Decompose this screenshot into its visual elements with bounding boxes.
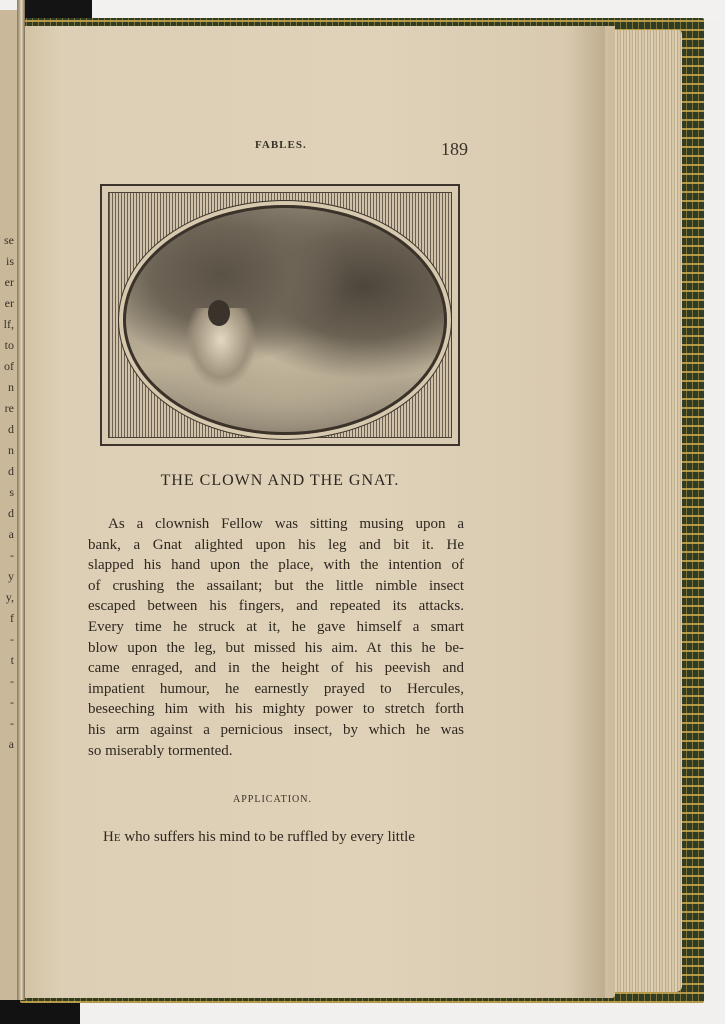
illustration-frame	[108, 192, 452, 438]
page-shadow	[565, 26, 605, 998]
background-dark-bottom	[0, 1000, 80, 1024]
application-text-rest: who suffers his mind to be ruffled by every little	[120, 829, 415, 845]
fragment: re	[4, 401, 14, 415]
fragment: er	[4, 296, 14, 310]
body-line: Every time he struck at it, he gave himself a smart	[88, 618, 464, 635]
body-line: impatient humour, he earnestly prayed to Hercules,	[88, 680, 464, 697]
body-line: escaped between his fingers, and repeated its attacks.	[88, 598, 464, 615]
fable-body	[88, 514, 464, 761]
body-line: slapped his hand upon the place, with the intention of	[88, 557, 464, 574]
fragment: lf,	[3, 317, 14, 331]
fragment: a	[8, 737, 14, 751]
fragment: a	[8, 527, 14, 541]
fragment: n	[8, 443, 14, 457]
application-initial: He	[103, 829, 121, 845]
fragment: er	[4, 275, 14, 289]
fragment: -	[10, 695, 14, 709]
body-line: came enraged, and in the height of his peevish and	[88, 660, 464, 677]
body-line: so miserably tormented.	[88, 742, 233, 759]
fragment: is	[5, 254, 14, 268]
previous-page-text-fragments	[0, 230, 14, 755]
running-head: FABLES.	[255, 139, 307, 151]
fragment: to	[4, 338, 14, 352]
illustration-engraving	[100, 184, 460, 446]
fragment: -	[10, 548, 14, 562]
fragment: d	[8, 506, 14, 520]
fragment: of	[4, 359, 14, 373]
fragment: -	[10, 632, 14, 646]
application-text	[103, 829, 463, 846]
fragment: t	[10, 653, 14, 667]
background	[92, 0, 725, 20]
body-line: blow upon the leg, but missed his aim. At this he be-	[88, 639, 464, 656]
body-line: his arm against a pernicious insect, by which he was	[88, 721, 464, 738]
fragment: d	[8, 464, 14, 478]
fragment: y,	[5, 590, 14, 604]
fragment: s	[9, 485, 14, 499]
fragment: f	[10, 611, 14, 625]
book-gutter	[17, 0, 25, 1000]
body-line: beseeching him with his mighty power to stretch forth	[88, 701, 464, 718]
page-number: 189	[441, 139, 468, 159]
body-line: bank, a Gnat alighted upon his leg and bit it. He	[88, 536, 464, 553]
fragment: se	[4, 233, 14, 247]
illustration-oval-scene	[123, 205, 447, 435]
fragment: -	[10, 716, 14, 730]
fragment: y	[8, 569, 14, 583]
application-heading: APPLICATION.	[233, 794, 312, 805]
body-line: As a clownish Fellow was sitting musing upon a	[108, 516, 464, 532]
fragment: d	[8, 422, 14, 436]
clown-head	[208, 300, 230, 326]
body-line: of crushing the assailant; but the little nimble insect	[88, 577, 464, 594]
fragment: -	[10, 674, 14, 688]
fragment: n	[8, 380, 14, 394]
book-page	[25, 26, 615, 998]
fable-title: THE CLOWN AND THE GNAT.	[160, 472, 400, 489]
